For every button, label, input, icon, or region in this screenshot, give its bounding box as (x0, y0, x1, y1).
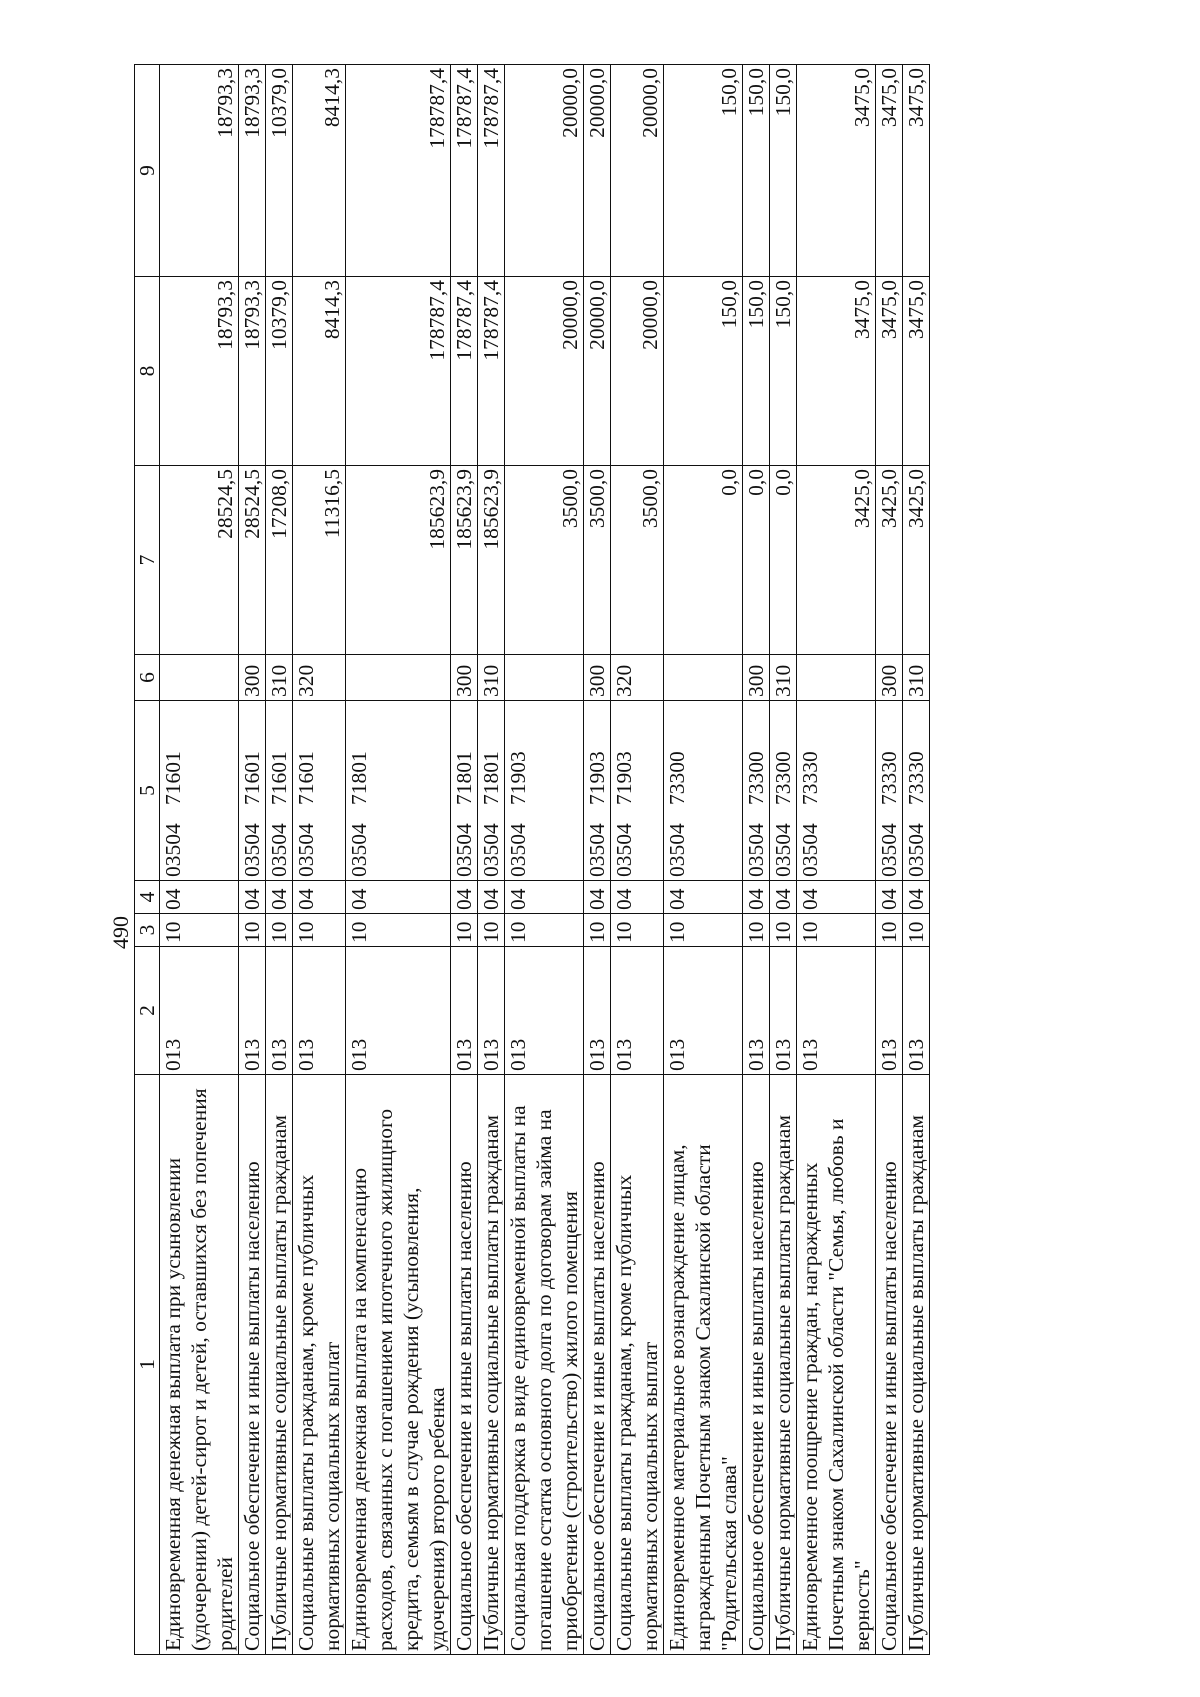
code-cell: 04 (584, 881, 611, 914)
table-row (797, 65, 876, 1655)
program-code: 03504 (240, 823, 264, 877)
amount-cell: 17208,0 (266, 466, 293, 655)
row-label: Публичные нормативные социальные выплаты гражданам (478, 1075, 505, 1655)
code-cell: 04 (160, 881, 239, 914)
row-label: Социальное обеспечение и иные выплаты населению (239, 1075, 266, 1655)
code-cell: 04 (266, 881, 293, 914)
table-row (451, 65, 478, 1655)
amount-cell: 178787,4 (451, 277, 478, 466)
row-label: Публичные нормативные социальные выплаты гражданам (903, 1075, 930, 1655)
direction-code: 71601 (240, 751, 264, 805)
code-cell: 013 (611, 947, 664, 1075)
table-row (293, 65, 346, 1655)
table-row (611, 65, 664, 1655)
amount-cell: 10379,0 (266, 277, 293, 466)
table-row (160, 65, 239, 1655)
program-code: 03504 (665, 823, 689, 877)
code-cell: 04 (797, 881, 876, 914)
direction-code: 71801 (452, 751, 476, 805)
table-row (903, 65, 930, 1655)
amount-cell: 3475,0 (876, 277, 903, 466)
direction-code: 71801 (479, 751, 503, 805)
row-label: Социальные выплаты гражданам, кроме публичных нормативных социальных выплат (293, 1075, 346, 1655)
code-cell: 10 (346, 914, 451, 947)
target-article-cell (451, 701, 478, 881)
table-row (239, 65, 266, 1655)
amount-cell: 0,0 (743, 466, 770, 655)
amount-cell: 8414,3 (293, 65, 346, 277)
target-article-cell (160, 701, 239, 881)
program-code: 03504 (479, 823, 503, 877)
code-cell: 300 (876, 655, 903, 701)
target-article-cell (797, 701, 876, 881)
amount-cell: 28524,5 (160, 466, 239, 655)
code-cell: 10 (505, 914, 584, 947)
target-article-cell (505, 701, 584, 881)
target-article-cell (903, 701, 930, 881)
page-number: 490 (108, 916, 133, 949)
code-cell: 10 (876, 914, 903, 947)
code-cell: 013 (451, 947, 478, 1075)
code-cell: 04 (611, 881, 664, 914)
program-code: 03504 (294, 823, 318, 877)
table-row (876, 65, 903, 1655)
target-article-cell (478, 701, 505, 881)
col-header: 3 (135, 914, 160, 947)
direction-code: 73330 (877, 751, 901, 805)
row-label: Социальное обеспечение и иные выплаты населению (743, 1075, 770, 1655)
program-code: 03504 (452, 823, 476, 877)
direction-code: 73300 (771, 751, 795, 805)
code-cell: 013 (797, 947, 876, 1075)
amount-cell: 150,0 (743, 277, 770, 466)
code-cell: 10 (611, 914, 664, 947)
direction-code: 71601 (161, 751, 185, 805)
row-label: Единовременное материальное вознаграждение лицам, награжденным Почетным знаком Сахалинской области "Родительская слава" (664, 1075, 743, 1655)
direction-code: 71601 (267, 751, 291, 805)
amount-cell: 150,0 (664, 65, 743, 277)
direction-code: 71903 (506, 751, 530, 805)
program-code: 03504 (585, 823, 609, 877)
amount-cell: 18793,3 (160, 65, 239, 277)
amount-cell: 20000,0 (611, 277, 664, 466)
row-label: Социальное обеспечение и иные выплаты населению (584, 1075, 611, 1655)
code-cell: 310 (903, 655, 930, 701)
amount-cell: 185623,9 (478, 466, 505, 655)
code-cell: 013 (664, 947, 743, 1075)
code-cell: 013 (239, 947, 266, 1075)
row-label: Публичные нормативные социальные выплаты гражданам (770, 1075, 797, 1655)
code-cell: 04 (876, 881, 903, 914)
row-label: Социальное обеспечение и иные выплаты населению (876, 1075, 903, 1655)
code-cell: 013 (903, 947, 930, 1075)
amount-cell: 28524,5 (239, 466, 266, 655)
amount-cell: 3500,0 (611, 466, 664, 655)
amount-cell: 178787,4 (346, 277, 451, 466)
code-cell (797, 655, 876, 701)
target-article-cell (239, 701, 266, 881)
code-cell: 04 (664, 881, 743, 914)
table-row (664, 65, 743, 1655)
program-code: 03504 (904, 823, 928, 877)
code-cell: 04 (903, 881, 930, 914)
col-header: 2 (135, 947, 160, 1075)
code-cell: 10 (293, 914, 346, 947)
amount-cell: 178787,4 (478, 65, 505, 277)
program-code: 03504 (877, 823, 901, 877)
code-cell (160, 655, 239, 701)
code-cell: 04 (239, 881, 266, 914)
code-cell: 310 (266, 655, 293, 701)
program-code: 03504 (771, 823, 795, 877)
amount-cell: 3500,0 (584, 466, 611, 655)
code-cell: 04 (451, 881, 478, 914)
code-cell: 10 (266, 914, 293, 947)
row-label: Публичные нормативные социальные выплаты гражданам (266, 1075, 293, 1655)
code-cell: 10 (743, 914, 770, 947)
table-row (478, 65, 505, 1655)
code-cell: 300 (584, 655, 611, 701)
amount-cell: 178787,4 (346, 65, 451, 277)
code-cell: 013 (505, 947, 584, 1075)
amount-cell: 150,0 (743, 65, 770, 277)
code-cell: 04 (505, 881, 584, 914)
direction-code: 73300 (665, 751, 689, 805)
direction-code: 71601 (294, 751, 318, 805)
amount-cell: 150,0 (770, 65, 797, 277)
program-code: 03504 (267, 823, 291, 877)
direction-code: 71903 (585, 751, 609, 805)
table-row (346, 65, 451, 1655)
code-cell: 10 (903, 914, 930, 947)
col-header: 8 (135, 277, 160, 466)
code-cell: 10 (664, 914, 743, 947)
amount-cell: 11316,5 (293, 466, 346, 655)
col-header: 7 (135, 466, 160, 655)
code-cell: 013 (293, 947, 346, 1075)
target-article-cell (584, 701, 611, 881)
amount-cell: 150,0 (664, 277, 743, 466)
col-header: 5 (135, 701, 160, 881)
target-article-cell (611, 701, 664, 881)
amount-cell: 3500,0 (505, 466, 584, 655)
code-cell: 04 (743, 881, 770, 914)
amount-cell: 18793,3 (160, 277, 239, 466)
amount-cell: 3475,0 (903, 277, 930, 466)
col-header: 4 (135, 881, 160, 914)
program-code: 03504 (612, 823, 636, 877)
code-cell: 310 (478, 655, 505, 701)
row-label: Единовременная денежная выплата на компенсацию расходов, связанных с погашением ипотечного жилищного кредита, семьям в случае рождения (усыновления, удочерения) второго ребенка (346, 1075, 451, 1655)
amount-cell: 185623,9 (346, 466, 451, 655)
table-body (160, 65, 930, 1655)
col-header: 1 (135, 1075, 160, 1655)
amount-cell: 20000,0 (505, 65, 584, 277)
code-cell: 013 (266, 947, 293, 1075)
amount-cell: 20000,0 (505, 277, 584, 466)
amount-cell: 3475,0 (876, 65, 903, 277)
code-cell: 10 (160, 914, 239, 947)
direction-code: 73300 (744, 751, 768, 805)
header-row (135, 65, 160, 1655)
direction-code: 73330 (904, 751, 928, 805)
program-code: 03504 (506, 823, 530, 877)
code-cell: 10 (770, 914, 797, 947)
amount-cell: 3475,0 (903, 65, 930, 277)
table-row (770, 65, 797, 1655)
program-code: 03504 (347, 823, 371, 877)
target-article-cell (743, 701, 770, 881)
amount-cell: 178787,4 (451, 65, 478, 277)
code-cell: 320 (611, 655, 664, 701)
code-cell: 04 (478, 881, 505, 914)
code-cell: 320 (293, 655, 346, 701)
row-label: Социальная поддержка в виде единовременной выплаты на погашение остатка основного долга по договорам займа на приобретение (строительство) жилого помещения (505, 1075, 584, 1655)
program-code: 03504 (744, 823, 768, 877)
row-label: Единовременная денежная выплата при усыновлении (удочерении) детей-сирот и детей, оставшихся без попечения родителей (160, 1075, 239, 1655)
code-cell: 013 (770, 947, 797, 1075)
code-cell: 300 (743, 655, 770, 701)
target-article-cell (876, 701, 903, 881)
code-cell: 04 (770, 881, 797, 914)
target-article-cell (770, 701, 797, 881)
row-label: Единовременное поощрение граждан, награжденных Почетным знаком Сахалинской области "Семья, любовь и верность" (797, 1075, 876, 1655)
code-cell: 10 (797, 914, 876, 947)
amount-cell: 185623,9 (451, 466, 478, 655)
budget-table (134, 64, 930, 1655)
code-cell: 300 (239, 655, 266, 701)
amount-cell: 3475,0 (797, 277, 876, 466)
amount-cell: 20000,0 (584, 277, 611, 466)
code-cell: 10 (584, 914, 611, 947)
amount-cell: 150,0 (770, 277, 797, 466)
amount-cell: 18793,3 (239, 277, 266, 466)
amount-cell: 3475,0 (797, 65, 876, 277)
amount-cell: 3425,0 (903, 466, 930, 655)
code-cell: 310 (770, 655, 797, 701)
amount-cell: 3425,0 (797, 466, 876, 655)
col-header: 9 (135, 65, 160, 277)
amount-cell: 178787,4 (478, 277, 505, 466)
code-cell: 013 (876, 947, 903, 1075)
table-row (266, 65, 293, 1655)
program-code: 03504 (798, 823, 822, 877)
target-article-cell (664, 701, 743, 881)
code-cell: 10 (451, 914, 478, 947)
amount-cell: 20000,0 (611, 65, 664, 277)
code-cell: 013 (743, 947, 770, 1075)
table-row (505, 65, 584, 1655)
amount-cell: 10379,0 (266, 65, 293, 277)
code-cell: 10 (478, 914, 505, 947)
code-cell (664, 655, 743, 701)
row-label: Социальное обеспечение и иные выплаты населению (451, 1075, 478, 1655)
code-cell: 013 (478, 947, 505, 1075)
row-label: Социальные выплаты гражданам, кроме публичных нормативных социальных выплат (611, 1075, 664, 1655)
amount-cell: 3425,0 (876, 466, 903, 655)
amount-cell: 18793,3 (239, 65, 266, 277)
code-cell (505, 655, 584, 701)
code-cell: 013 (584, 947, 611, 1075)
amount-cell: 0,0 (664, 466, 743, 655)
code-cell: 04 (293, 881, 346, 914)
code-cell: 10 (239, 914, 266, 947)
code-cell: 013 (346, 947, 451, 1075)
target-article-cell (346, 701, 451, 881)
amount-cell: 8414,3 (293, 277, 346, 466)
table-row (584, 65, 611, 1655)
target-article-cell (266, 701, 293, 881)
col-header: 6 (135, 655, 160, 701)
code-cell: 04 (346, 881, 451, 914)
table-row (743, 65, 770, 1655)
direction-code: 71801 (347, 751, 371, 805)
direction-code: 71903 (612, 751, 636, 805)
program-code: 03504 (161, 823, 185, 877)
amount-cell: 0,0 (770, 466, 797, 655)
amount-cell: 20000,0 (584, 65, 611, 277)
rotated-content (110, 65, 1000, 1655)
direction-code: 73330 (798, 751, 822, 805)
target-article-cell (293, 701, 346, 881)
code-cell: 300 (451, 655, 478, 701)
code-cell: 013 (160, 947, 239, 1075)
code-cell (346, 655, 451, 701)
